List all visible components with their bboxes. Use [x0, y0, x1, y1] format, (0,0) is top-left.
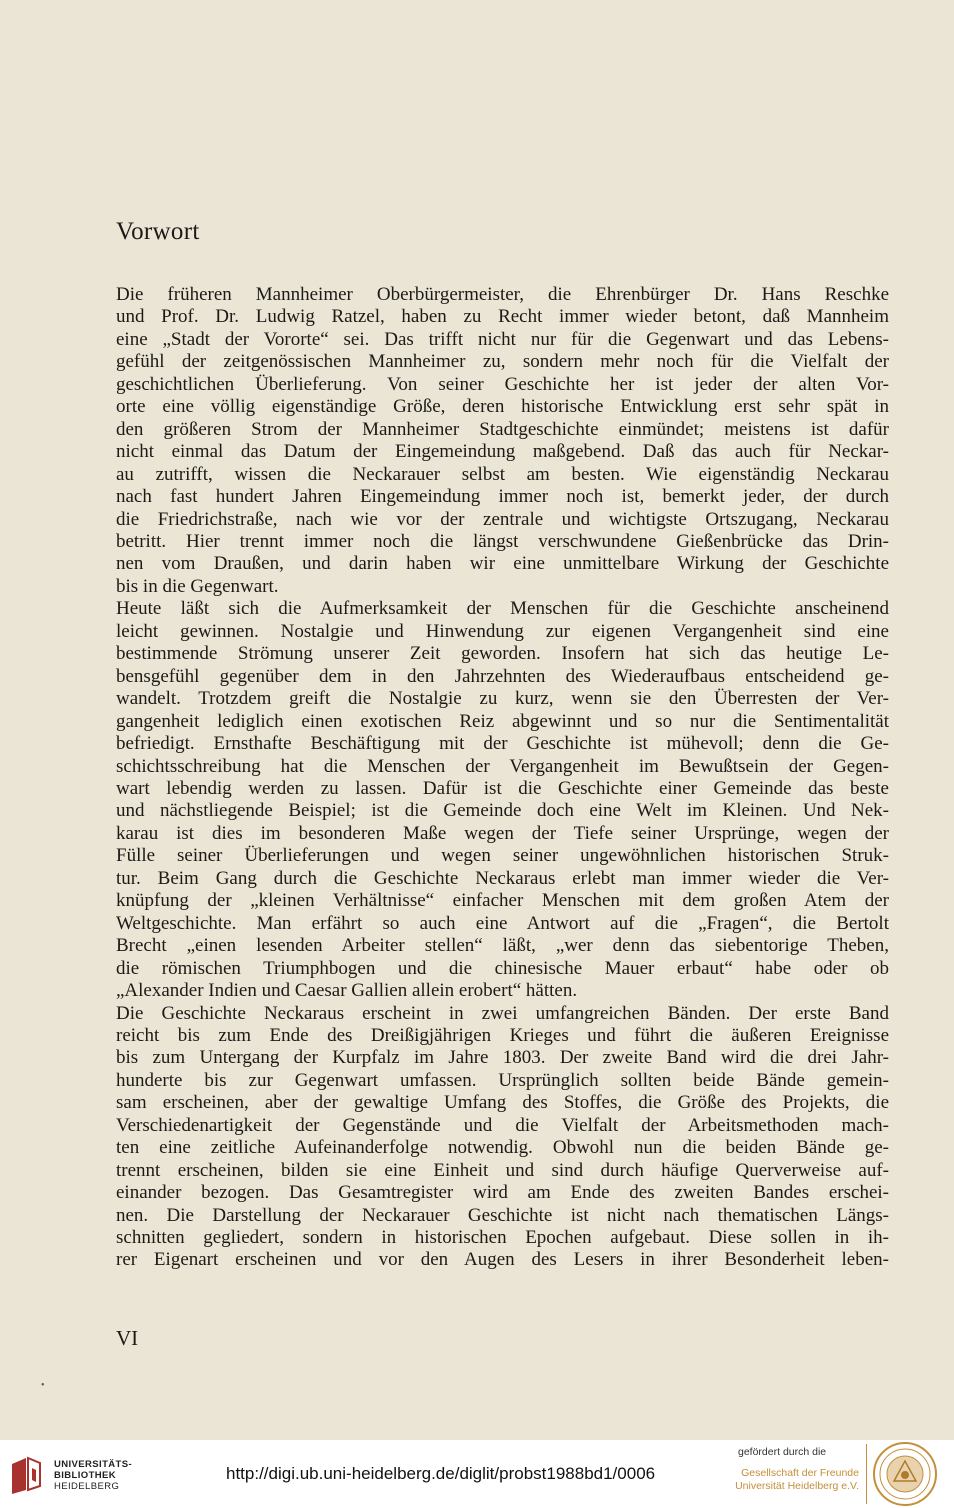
- library-name-line1: UNIVERSITÄTS-: [54, 1459, 133, 1470]
- sponsor-label: gefördert durch die: [738, 1446, 827, 1458]
- text-line: schichtsschreibung hat die Menschen der Vergangenheit im Bewußtsein der Gegen-: [116, 755, 889, 777]
- stray-mark: •: [41, 1380, 45, 1391]
- university-seal-icon: [872, 1441, 938, 1507]
- text-line: nen. Die Darstellung der Neckarauer Geschichte ist nicht nach thematischen Längs-: [116, 1204, 889, 1226]
- sponsor-line2: Universität Heidelberg e.V.: [735, 1480, 859, 1492]
- text-line: nach fast hundert Jahren Eingemeindung immer noch ist, bemerkt jeder, der durch: [116, 486, 889, 508]
- text-line: tur. Beim Gang durch die Geschichte Neckaraus erlebt man immer wieder die Ver-: [116, 867, 889, 889]
- text-line: betritt. Hier trennt immer noch die längst verschwundene Gießenbrücke das Drin-: [116, 530, 889, 552]
- text-line: nen vom Draußen, und darin haben wir eine unmittelbare Wirkung der Geschichte: [116, 553, 889, 575]
- text-line: gefühl der zeitgenössischen Mannheimer zu, sondern mehr noch für die Vielfalt der: [116, 351, 889, 373]
- text-line: Fülle seiner Überlieferungen und wegen seiner ungewöhnlichen historischen Struk-: [116, 845, 889, 867]
- text-line: ten eine zeitliche Aufeinanderfolge notwendig. Obwohl nun die beiden Bände ge-: [116, 1137, 889, 1159]
- library-logo-icon: [8, 1456, 44, 1496]
- text-line: und Prof. Dr. Ludwig Ratzel, haben zu Recht immer wieder betont, daß Mannheim: [116, 306, 889, 328]
- text-line: wandelt. Trotzdem greift die Nostalgie zu kurz, wenn sie den Überresten der Ver-: [116, 688, 889, 710]
- footer-bar: [0, 1440, 954, 1508]
- text-line: Die früheren Mannheimer Oberbürgermeister, die Ehrenbürger Dr. Hans Reschke: [116, 284, 889, 305]
- permalink-url[interactable]: http://digi.ub.uni-heidelberg.de/diglit/probst1988bd1/0006: [226, 1464, 656, 1483]
- text-line: Weltgeschichte. Man erfährt so auch eine Antwort auf die „Fragen“, die Bertolt: [116, 912, 889, 934]
- text-line: die römischen Triumphbogen und die chinesische Mauer erbaut“ habe oder ob: [116, 957, 889, 979]
- text-line: die Friedrichstraße, nach wie vor der zentrale und wichtigste Ortszugang, Neckarau: [116, 508, 889, 530]
- text-line: befriedigt. Ernsthafte Beschäftigung mit der Geschichte ist mühevoll; denn die Ge-: [116, 733, 889, 755]
- page-heading: Vorwort: [116, 218, 200, 245]
- library-name-line3: HEIDELBERG: [54, 1481, 120, 1492]
- text-line: leicht gewinnen. Nostalgie und Hinwendung zur eigenen Vergangenheit sind eine: [116, 620, 889, 642]
- text-line: sam erscheinen, aber der gewaltige Umfang des Stoffes, die Größe des Projekts, die: [116, 1092, 889, 1114]
- text-line: wart lebendig werden zu lassen. Dafür ist die Geschichte einer Gemeinde das beste: [116, 777, 889, 799]
- text-line: Die Geschichte Neckaraus erscheint in zwei umfangreichen Bänden. Der erste Band: [116, 1002, 889, 1024]
- text-line: Heute läßt sich die Aufmerksamkeit der Menschen für die Geschichte anscheinend: [116, 598, 889, 620]
- text-line: bis zum Untergang der Kurpfalz im Jahre 1803. Der zweite Band wird die drei Jahr-: [116, 1047, 889, 1069]
- text-line: bestimmende Strömung unserer Zeit geworden. Insofern hat sich das heutige Le-: [116, 643, 889, 665]
- page-number: VI: [116, 1326, 139, 1350]
- text-line: eine „Stadt der Vororte“ sei. Das trifft nicht nur für die Gegenwart und das Lebens-: [116, 328, 889, 350]
- library-name: [54, 1459, 132, 1492]
- text-line: Brecht „einen lesenden Arbeiter stellen“ läßt, „wer denn das siebentorige Theben,: [116, 935, 889, 957]
- body-text: [116, 284, 889, 1272]
- text-line: rer Eigenart erscheinen und vor den Augen des Lesers in ihrer Besonderheit leben-: [116, 1249, 889, 1271]
- text-line: bensgefühl gegenüber dem in den Jahrzehnten des Wiederaufbaus entscheidend ge-: [116, 665, 889, 687]
- text-line: orte eine völlig eigenständige Größe, deren historische Entwicklung erst sehr spät in: [116, 396, 889, 418]
- text-line: und nächstliegende Beispiel; ist die Gemeinde doch eine Welt im Kleinen. Und Nek-: [116, 800, 889, 822]
- text-line: gangenheit lediglich einen exotischen Reiz abgewinnt und so nur die Sentimentalität: [116, 710, 889, 732]
- text-line: knüpfung der „kleinen Verhältnisse“ einfacher Menschen mit dem großen Atem der: [116, 890, 889, 912]
- library-name-line2: BIBLIOTHEK: [54, 1470, 117, 1481]
- text-line: Verschiedenartigkeit der Gegenstände und die Vielfalt der Arbeitsmethoden mach-: [116, 1114, 889, 1136]
- sponsor-line1: Gesellschaft der Freunde: [741, 1467, 859, 1479]
- text-line: bis in die Gegenwart.: [116, 575, 279, 597]
- sponsor-organization: [735, 1467, 859, 1493]
- text-line: einander bezogen. Das Gesamtregister wird am Ende des zweiten Bandes erschei-: [116, 1182, 889, 1204]
- text-line: trennt erscheinen, bilden sie eine Einheit und sind durch häufige Querverweise auf-: [116, 1159, 889, 1181]
- text-line: nicht einmal das Datum der Eingemeindung maßgebend. Daß das auch für Neckar-: [116, 441, 889, 463]
- text-line: hunderte bis zur Gegenwart umfassen. Ursprünglich sollten beide Bände gemein-: [116, 1069, 889, 1091]
- text-line: „Alexander Indien und Caesar Gallien allein erobert“ hätten.: [116, 980, 578, 1002]
- text-line: karau ist dies im besonderen Maße wegen der Tiefe seiner Ursprünge, wegen der: [116, 822, 889, 844]
- sponsor-divider: [866, 1444, 867, 1504]
- text-line: au zutrifft, wissen die Neckarauer selbst am besten. Wie eigenständig Neckarau: [116, 463, 889, 485]
- text-line: den größeren Strom der Mannheimer Stadtgeschichte einmündet; meistens ist dafür: [116, 418, 889, 440]
- text-line: geschichtlichen Überlieferung. Von seiner Geschichte her ist jeder der alten Vor-: [116, 373, 889, 395]
- text-line: schnitten gegliedert, sondern in historischen Epochen aufgebaut. Diese sollen in ih-: [116, 1227, 889, 1249]
- text-line: reicht bis zum Ende des Dreißigjährigen Krieges und führt die äußeren Ereignisse: [116, 1024, 889, 1046]
